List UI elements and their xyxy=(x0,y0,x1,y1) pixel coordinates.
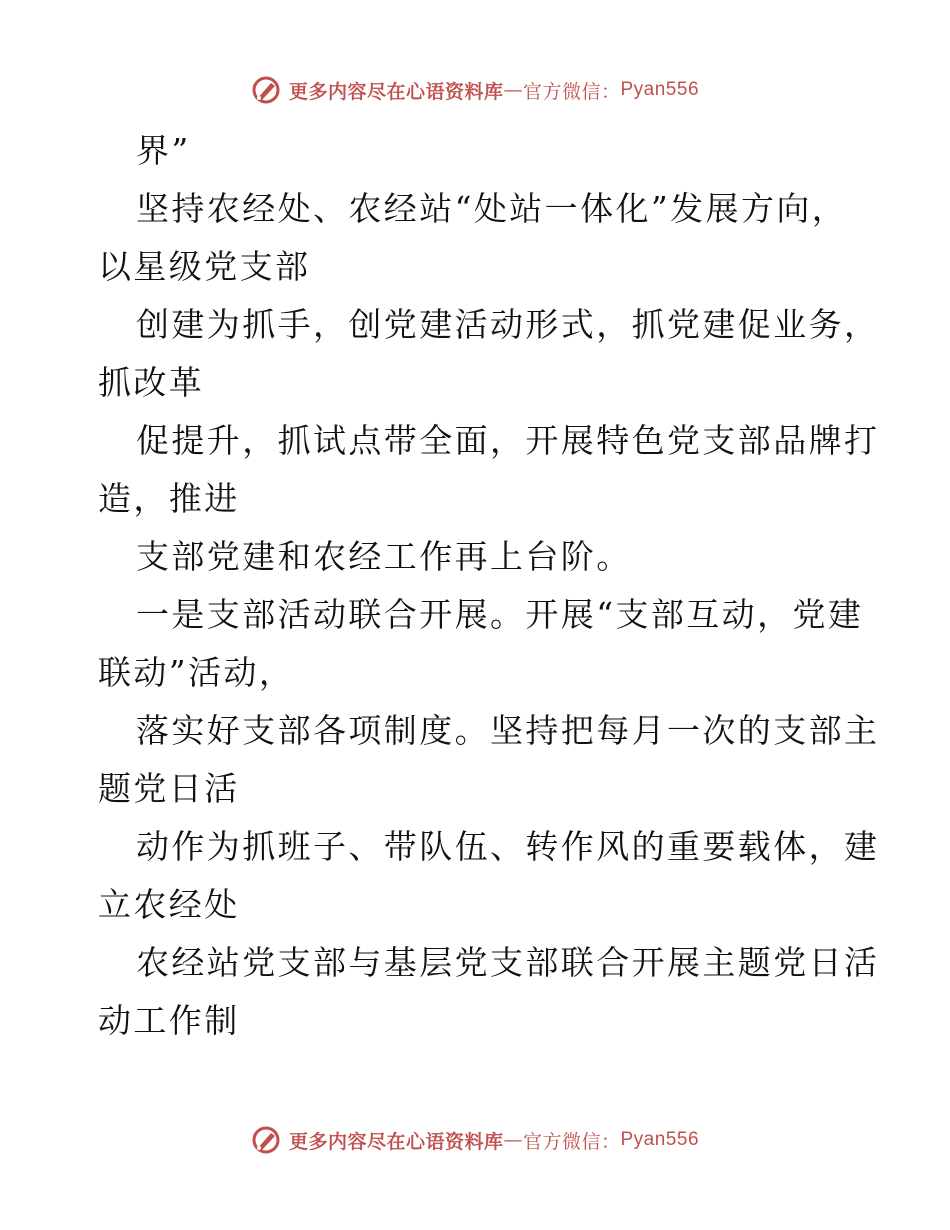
body-line: 坚持农经处、农经站“处站一体化”发展方向， xyxy=(136,189,848,228)
footer-wechat-label: 官方微信： xyxy=(522,1130,621,1153)
header-brand-text: 更多内容尽在心语资料库 xyxy=(288,80,504,103)
body-line: 联动”活动， xyxy=(98,653,295,692)
body-line: 落实好支部各项制度。坚持把每月一次的支部主 xyxy=(136,711,880,750)
header-wechat-label: 官方微信： xyxy=(522,80,621,103)
footer-banner xyxy=(0,1120,950,1160)
body-line: 以星级党支部 xyxy=(98,247,311,286)
body-line: 造，推进 xyxy=(98,479,240,518)
body-line: 动工作制 xyxy=(98,1001,240,1040)
body-line: 创建为抓手，创党建活动形式，抓党建促业务， xyxy=(136,305,880,344)
body-line: 动作为抓班子、带队伍、转作风的重要载体，建 xyxy=(136,827,880,866)
footer-brand-text: 更多内容尽在心语资料库 xyxy=(288,1130,504,1153)
pen-in-circle-icon xyxy=(251,75,281,105)
footer-dash: — xyxy=(503,1129,523,1151)
body-line: 农经站党支部与基层党支部联合开展主题党日活 xyxy=(136,943,880,982)
header-wechat-id: Pyan556 xyxy=(620,79,700,100)
document-body xyxy=(98,122,880,1050)
body-line: 题党日活 xyxy=(98,769,240,808)
body-line: 支部党建和农经工作再上台阶。 xyxy=(136,537,632,576)
body-line: 界” xyxy=(136,131,191,170)
body-line: 一是支部活动联合开展。开展“支部互动，党建 xyxy=(136,595,864,634)
footer-wechat-id: Pyan556 xyxy=(620,1129,700,1150)
header-dash: — xyxy=(503,79,523,101)
header-banner xyxy=(0,70,950,110)
body-line: 抓改革 xyxy=(98,363,205,402)
pen-in-circle-icon xyxy=(251,1125,281,1155)
body-line: 立农经处 xyxy=(98,885,240,924)
body-line: 促提升，抓试点带全面，开展特色党支部品牌打 xyxy=(136,421,880,460)
